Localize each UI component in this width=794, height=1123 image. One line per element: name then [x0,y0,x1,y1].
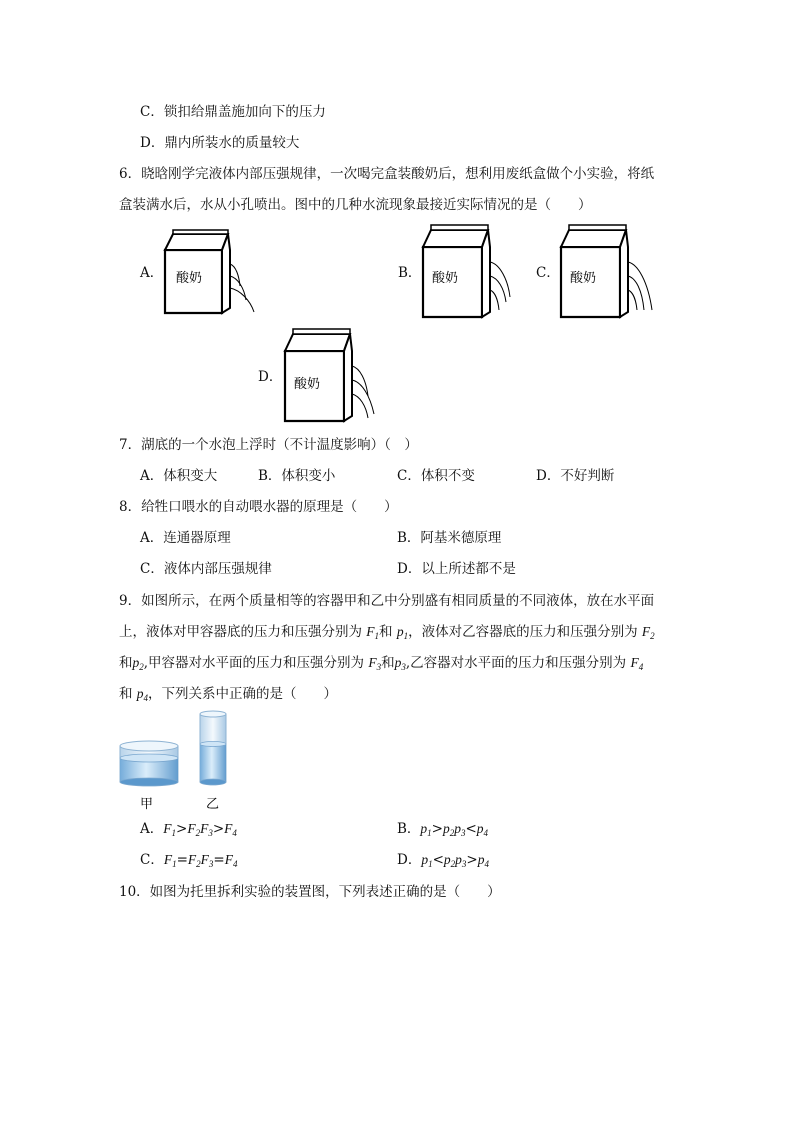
q5-option-c: C．锁扣给鼎盖施加向下的压力 [140,104,326,120]
q7-option-c: C．体积不变 [397,468,475,484]
q6-carton-d-label: 酸奶 [294,377,321,392]
q7-option-d: D．不好判断 [536,468,615,484]
q6-carton-b-label: 酸奶 [432,271,459,286]
q9-stem-line4: 和 $p_4$，下列关系中正确的是（ ） [119,686,338,703]
q6-label-a: A． [140,265,164,281]
q8-option-b: B．阿基米德原理 [397,530,502,546]
q9-containers-figure [116,708,246,818]
q8-option-a: A．连通器原理 [140,530,231,546]
q6-label-d: D． [258,369,283,385]
q6-label-b: B． [398,265,422,281]
q9-option-d: D．$p_1<p_2p_3>p_4$ [397,852,489,869]
q9-option-b: B．$p_1>p_2p_3<p_4$ [397,821,489,838]
q6-carton-d-figure [280,326,390,426]
q9-stem-line2: 上，液体对甲容器底的压力和压强分别为 $F_1$和 $p_1$，液体对乙容器底的压力和压强分别为 $F_2$ [119,624,655,641]
q6-carton-a-label: 酸奶 [176,271,203,286]
q7-option-b: B．体积变小 [258,468,336,484]
q9-option-c: C．$F_1=F_2F_3=F_4$ [140,852,238,869]
q7-option-a: A．体积变大 [140,468,218,484]
q6-stem-line1: 6．晓晗刚学完液体内部压强规律，一次喝完盒装酸奶后，想利用废纸盒做个小实验，将纸 [119,166,655,182]
q6-carton-a-figure [160,228,270,318]
jia-container [120,741,178,786]
q6-label-c: C． [536,265,560,281]
q8-stem: 8．给牲口喂水的自动喂水器的原理是（ ） [119,499,398,515]
q6-stem-line2: 盒装满水后，水从小孔喷出。图中的几种水流现象最接近实际情况的是（ ） [119,197,592,213]
q9-stem-line1: 9．如图所示，在两个质量相等的容器甲和乙中分别盛有相同质量的不同液体，放在水平面 [119,593,655,609]
q6-carton-b-figure [418,222,528,322]
q8-option-c: C．液体内部压强规律 [140,561,272,577]
q6-carton-c-figure [556,222,666,322]
label-jia: 甲 [140,797,154,812]
q5-option-d: D．鼎内所装水的质量较大 [140,135,300,151]
q10-stem: 10．如图为托里拆利实验的装置图，下列表述正确的是（ ） [119,884,501,900]
q8-option-d: D．以上所述都不是 [397,561,516,577]
yi-container [200,711,226,785]
q9-option-a: A．$F_1>F_2F_3>F_4$ [140,821,237,838]
label-yi: 乙 [206,797,220,812]
q7-stem: 7．湖底的一个水泡上浮时（不计温度影响）（ ） [119,437,418,453]
q9-stem-line3: 和$p_2$,甲容器对水平面的压力和压强分别为 $F_3$和$p_3$,乙容器对水平面的压力和压强分别为 $F_4$ [119,655,644,672]
q6-carton-c-label: 酸奶 [570,271,597,286]
